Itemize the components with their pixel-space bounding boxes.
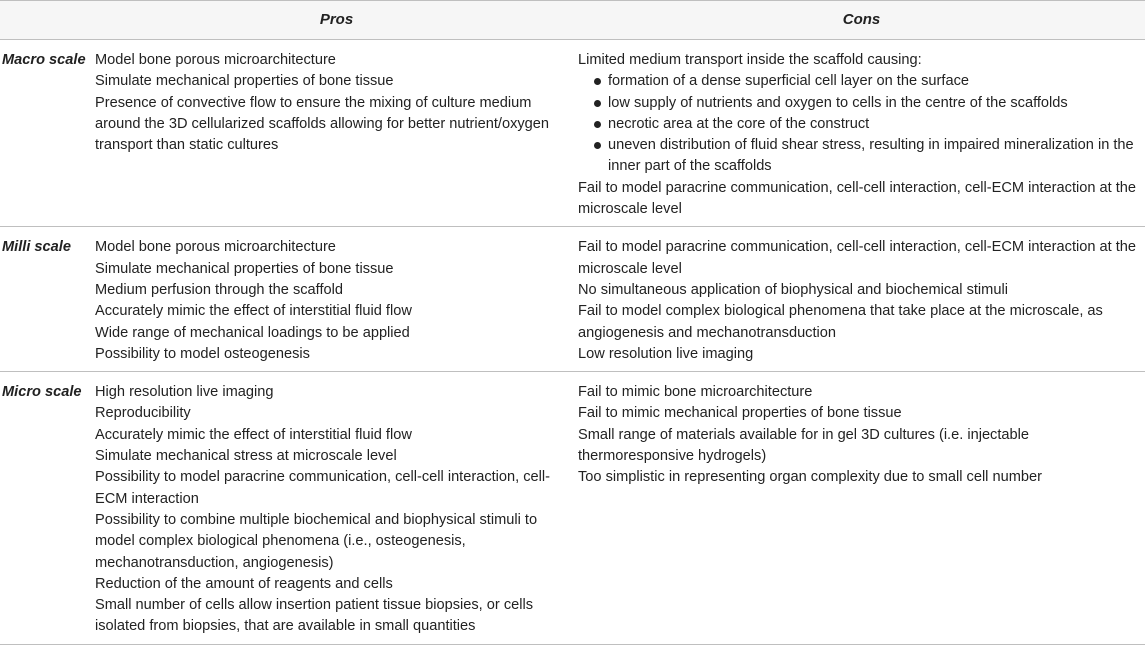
pros-item: Possibility to model osteogenesis — [95, 345, 310, 362]
bullet-item — [578, 93, 1145, 114]
table-row-macro — [0, 40, 1145, 227]
bullet-dot-icon — [594, 78, 601, 85]
cons-intro: Limited medium transport inside the scaffold causing: — [578, 52, 922, 68]
bullet-text: uneven distribution of fluid shear stress, resulting in impaired mineralization in the inner part of the scaffolds — [608, 137, 1134, 175]
header-empty-cell — [0, 1, 95, 40]
table-row-milli — [0, 227, 1145, 372]
cons-item: Fail to model paracrine communication, cell-cell interaction, cell-ECM interaction at the microscale level — [578, 179, 1137, 218]
pros-item: Accurately mimic the effect of interstitial fluid flow — [95, 426, 412, 443]
cons-item: Fail to mimic mechanical properties of bone tissue — [578, 405, 902, 422]
cons-item: Fail to model complex biological phenomena that take place at the microscale, as angiogenesis and mechanotransduction — [578, 303, 1103, 341]
pros-item: Model bone porous microarchitecture — [95, 239, 336, 256]
pros-item: Possibility to combine multiple biochemical and biophysical stimuli to model complex biological phenomena (i.e., osteogenesis, mechanotransduction, angiogenesis) — [95, 511, 538, 571]
header-pros: Pros — [95, 1, 578, 40]
pros-cell — [95, 40, 578, 227]
bullet-text: low supply of nutrients and oxygen to cells in the centre of the scaffolds — [608, 94, 1068, 111]
cons-item: Low resolution live imaging — [578, 345, 754, 362]
pros-cell — [95, 227, 578, 372]
bullet-dot-icon — [594, 100, 601, 107]
bullet-text: necrotic area at the core of the construct — [608, 115, 870, 132]
bullet-dot-icon — [594, 121, 601, 128]
bullet-item — [578, 71, 1145, 92]
scale-label: Micro scale — [0, 372, 95, 645]
pros-item: Simulate mechanical properties of bone tissue — [95, 73, 394, 90]
scale-label: Milli scale — [0, 227, 95, 372]
cons-bullet-list — [578, 71, 1145, 177]
pros-item: Accurately mimic the effect of interstitial fluid flow — [95, 303, 412, 320]
cons-item: No simultaneous application of biophysical and biochemical stimuli — [578, 281, 1008, 298]
pros-item: Model bone porous microarchitecture — [95, 52, 336, 68]
cons-item: Too simplistic in representing organ complexity due to small cell number — [578, 469, 1042, 486]
cons-item: Fail to model paracrine communication, cell-cell interaction, cell-ECM interaction at the microscale level — [578, 239, 1137, 277]
header-cons: Cons — [578, 1, 1145, 40]
bullet-item — [578, 135, 1145, 178]
cons-cell — [578, 40, 1145, 227]
pros-item: Wide range of mechanical loadings to be applied — [95, 324, 410, 341]
table-row-micro — [0, 372, 1145, 645]
pros-cell — [95, 372, 578, 645]
pros-item: Simulate mechanical stress at microscale level — [95, 448, 397, 465]
bullet-dot-icon — [594, 142, 601, 149]
scale-label: Macro scale — [0, 40, 95, 227]
pros-item: Medium perfusion through the scaffold — [95, 281, 343, 298]
cons-cell — [578, 372, 1145, 645]
bullet-item — [578, 114, 1145, 135]
pros-item: Simulate mechanical properties of bone tissue — [95, 260, 394, 277]
pros-item: Small number of cells allow insertion patient tissue biopsies, or cells isolated from biopsies, that are available in small quantities — [95, 597, 534, 635]
pros-item: Possibility to model paracrine communication, cell-cell interaction, cell-ECM interaction — [95, 469, 551, 507]
pros-item: Reproducibility — [95, 405, 191, 422]
header-row — [0, 1, 1145, 40]
pros-item: High resolution live imaging — [95, 384, 274, 401]
bullet-text: formation of a dense superficial cell layer on the surface — [608, 73, 969, 90]
cons-item: Small range of materials available for in gel 3D cultures (i.e. injectable thermoresponsive hydrogels) — [578, 426, 1030, 465]
pros-item: Presence of convective flow to ensure the mixing of culture medium around the 3D cellularized scaffolds allowing for better nutrient/oxygen transport than static cultures — [95, 94, 550, 154]
cons-cell — [578, 227, 1145, 372]
pros-item: Reduction of the amount of reagents and cells — [95, 575, 393, 592]
cons-item: Fail to mimic bone microarchitecture — [578, 384, 813, 401]
